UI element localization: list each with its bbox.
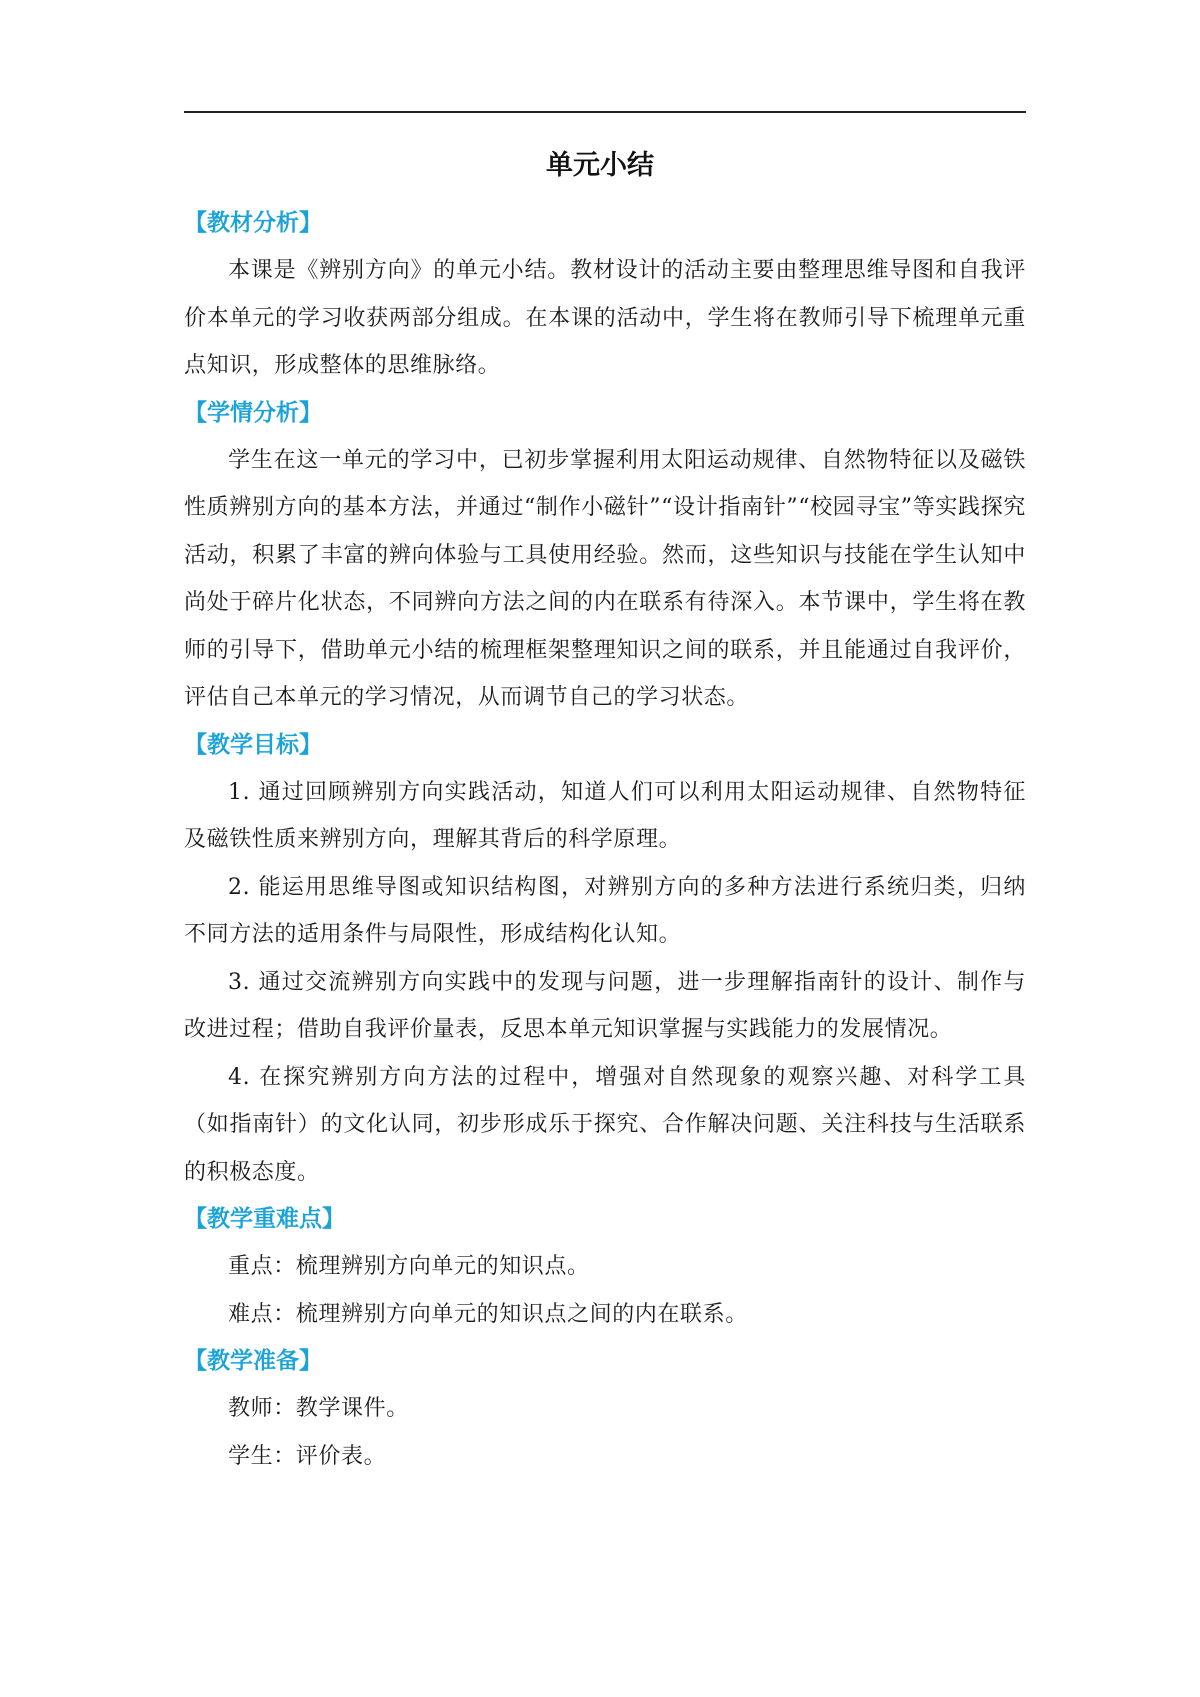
section-teaching-preparation [184,1338,1026,1480]
paragraph: 本课是《辨别方向》的单元小结。教材设计的活动主要由整理思维导图和自我评价本单元的学习收获两部分组成。在本课的活动中，学生将在教师引导下梳理单元重点知识，形成整体的思维脉络。 [184,258,1026,378]
objective-item: 4. 在探究辨别方向方法的过程中，增强对自然现象的观察兴趣、对科学工具（如指南针）的文化认同，初步形成乐于探究、合作解决问题、关注科技与生活联系的积极态度。 [184,1064,1026,1185]
section-learner-analysis [184,390,1026,722]
section-textbook-analysis [184,200,1026,390]
section-heading: 【教学重难点】 [184,1206,345,1232]
objective-item: 1. 通过回顾辨别方向实践活动，知道人们可以利用太阳运动规律、自然物特征及磁铁性质来辨别方向，理解其背后的科学原理。 [184,779,1026,852]
difficult-point: 难点：梳理辨别方向单元的知识点之间的内在联系。 [228,1301,748,1327]
header-rule [184,111,1026,113]
page-title: 单元小结 [546,150,654,181]
objective-item: 2. 能运用思维导图或知识结构图，对辨别方向的多种方法进行系统归类，归纳不同方法的适用条件与局限性，形成结构化认知。 [184,874,1026,947]
section-heading: 【教学准备】 [184,1348,322,1374]
key-point: 重点：梳理辨别方向单元的知识点。 [228,1254,590,1279]
section-heading: 【教学目标】 [184,731,322,758]
document-body [184,200,1026,1480]
section-heading: 【学情分析】 [184,399,322,426]
paragraph: 学生在这一单元的学习中，已初步掌握利用太阳运动规律、自然物特征以及磁铁性质辨别方向的基本方法，并通过“制作小磁针”“设计指南针”“校园寻宝”等实践探究活动，积累了丰富的辨向体验与工具使用经验。然而，这些知识与技能在学生认知中尚处于碎片化状态，不同辨向方法之间的内在联系有待深入。本节课中，学生将在教师的引导下，借助单元小结的梳理框架整理知识之间的联系，并且能通过自我评价，评估自己本单元的学习情况，从而调节自己的学习状态。 [184,447,1026,710]
section-heading: 【教材分析】 [184,210,322,236]
objective-item: 3. 通过交流辨别方向实践中的发现与问题，进一步理解指南针的设计、制作与改进过程；借助自我评价量表，反思本单元知识掌握与实践能力的发展情况。 [184,969,1026,1042]
teacher-preparation: 教师：教学课件。 [228,1396,409,1421]
section-key-difficult-points [184,1196,1026,1338]
section-teaching-objectives [184,722,1026,1197]
student-preparation: 学生：评价表。 [228,1443,387,1469]
